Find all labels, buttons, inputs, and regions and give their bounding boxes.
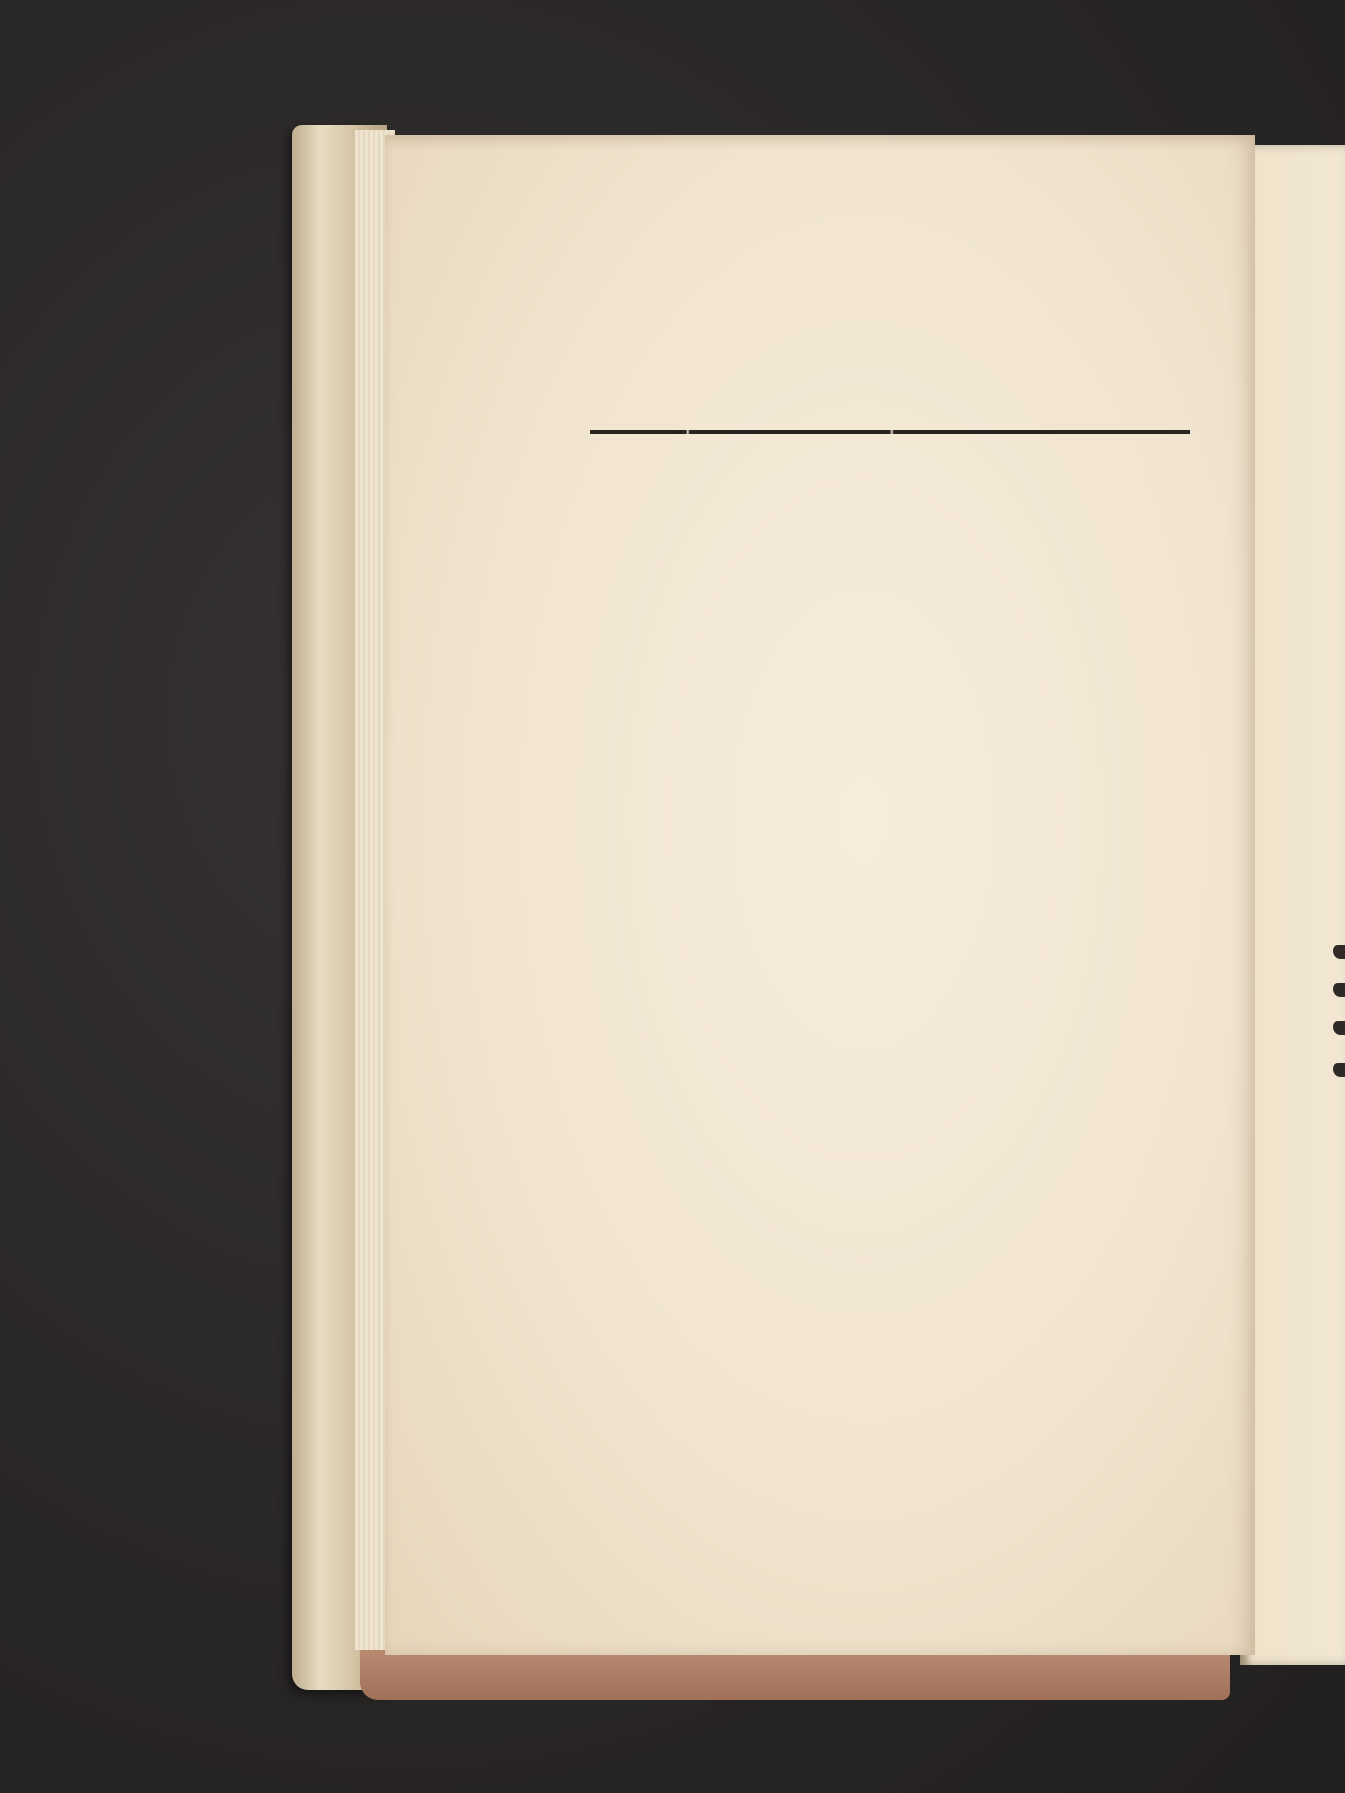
index-page [385, 135, 1255, 1655]
page-text [385, 135, 1255, 1655]
cover-edge [360, 1650, 1230, 1700]
facing-mark [1333, 983, 1345, 997]
facing-mark [1333, 945, 1345, 959]
facing-mark [1333, 1063, 1345, 1077]
section-rule [590, 430, 1190, 434]
facing-page [1240, 145, 1345, 1665]
facing-mark [1333, 1021, 1345, 1035]
facing-page-marks [1333, 945, 1345, 1085]
